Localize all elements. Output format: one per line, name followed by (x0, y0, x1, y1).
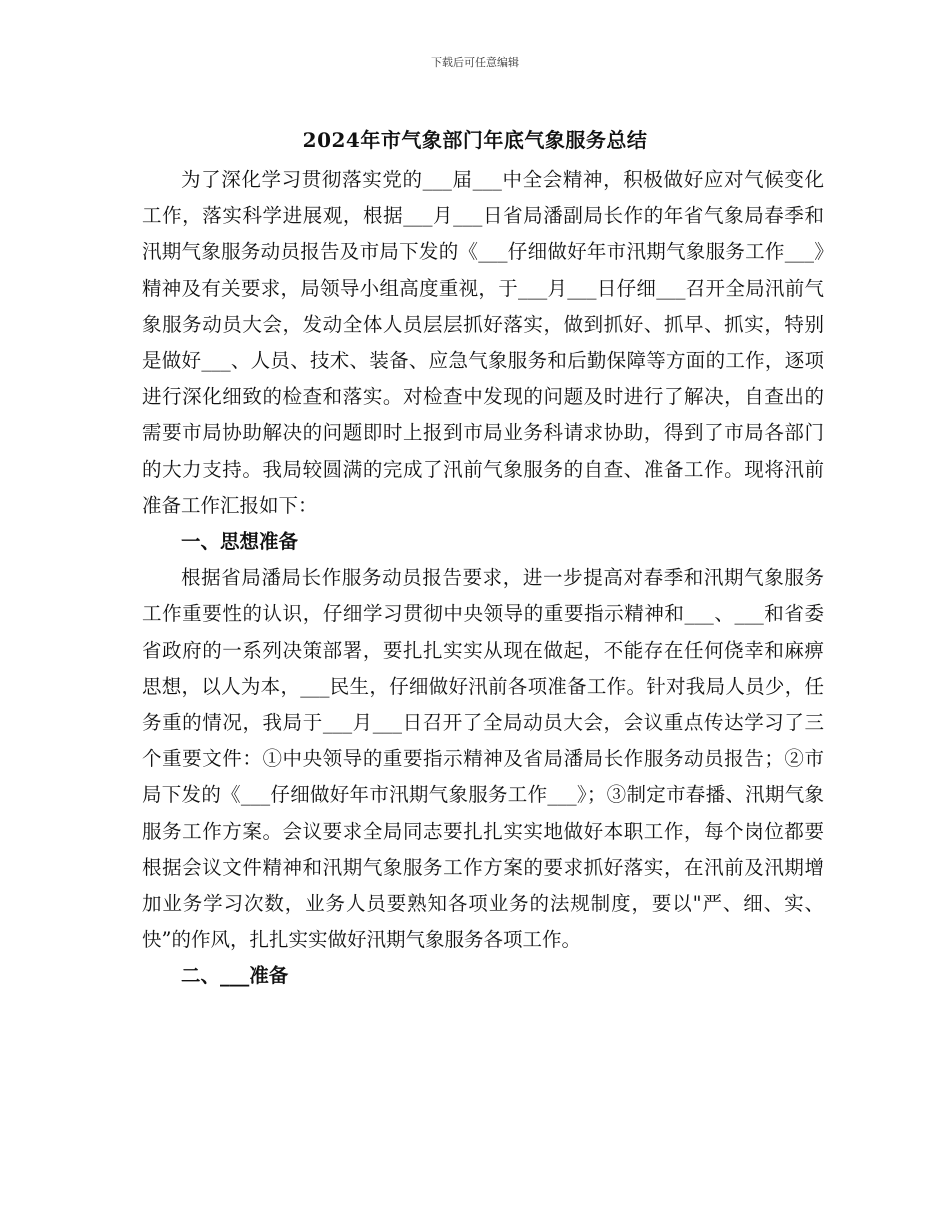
section-heading-1: 一、思想准备 (181, 530, 299, 554)
header-note: 下载后可任意编辑 (431, 56, 519, 69)
paragraph-section-1: 根据省局潘局长作服务动员报告要求，进一步提高对春季和汛期气象服务工作重要性的认识，仔细学习贯彻中央领导的重要指示精神和___、___和省委省政府的一系列决策部署，要扎扎实实从现在做起，不能存在任何侥幸和麻痹思想，以人为本，___民生，仔细做好汛前各项准备工作。针对我局人员少，任务重的情况，我局于___月___日召开了全局动员大会，会议重点传达学习了三个重要文件：①中央领导的重要指示精神及省局潘局长作服务动员报告；②市局下发的《___仔细做好年市汛期气象服务工作___》；③制定市春播、汛期气象服务工作方案。会议要求全局同志要扎扎实实地做好本职工作，每个岗位都要根据会议文件精神和汛期气象服务工作方案的要求抓好落实，在汛前及汛期增加业务学习次数，业务人员要熟知各项业务的法规制度，要以"严、细、实、快”的作风，扎扎实实做好汛期气象服务各项工作。 (142, 566, 824, 952)
document-title: 2024年市气象部门年底气象服务总结 (302, 128, 648, 152)
section-heading-2: 二、___准备 (181, 964, 289, 988)
paragraph-intro: 为了深化学习贯彻落实党的___届___中全会精神，积极做好应对气候变化工作，落实科学进展观，根据___月___日省局潘副局长作的年省气象局春季和汛期气象服务动员报告及市局下发的《___仔细做好年市汛期气象服务工作___》精神及有关要求，局领导小组高度重视，于___月___日仔细___召开全局汛前气象服务动员大会，发动全体人员层层抓好落实，做到抓好、抓早、抓实，特别是做好___、人员、技术、装备、应急气象服务和后勤保障等方面的工作，逐项进行深化细致的检查和落实。对检查中发现的问题及时进行了解决，自查出的需要市局协助解决的问题即时上报到市局业务科请求协助，得到了市局各部门的大力支持。我局较圆满的完成了汛前气象服务的自查、准备工作。现将汛前准备工作汇报如下： (142, 168, 824, 517)
document-body (142, 162, 824, 995)
